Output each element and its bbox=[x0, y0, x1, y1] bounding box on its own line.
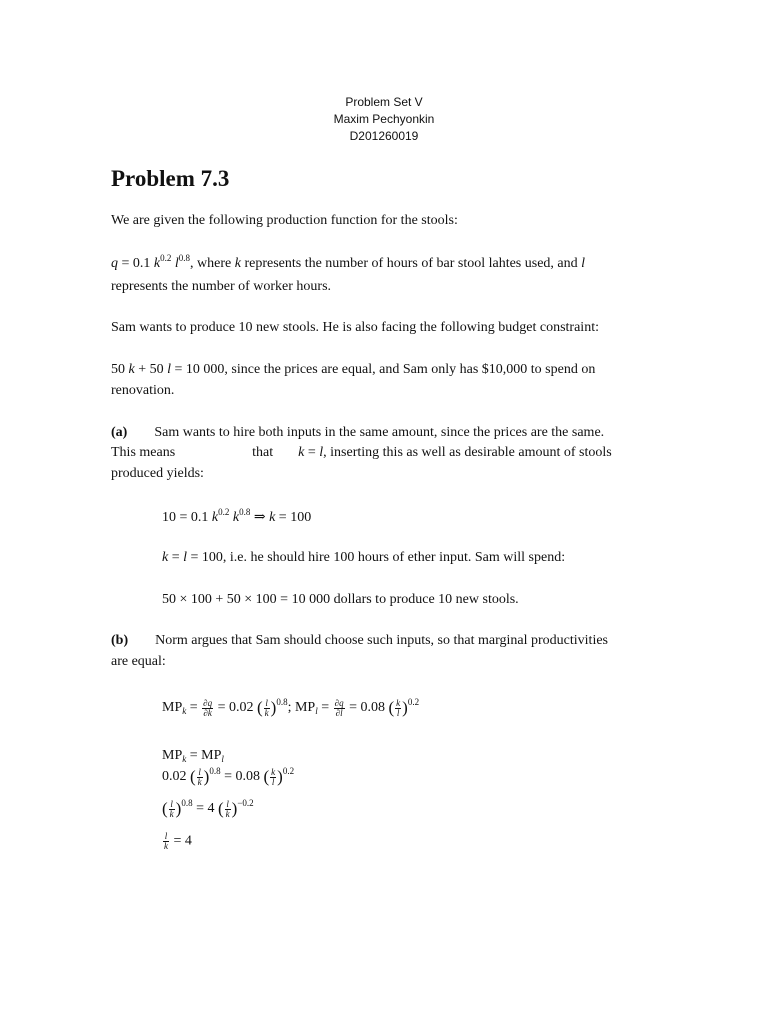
header-line-id: D201260019 bbox=[349, 129, 419, 143]
goal-text: Sam wants to produce 10 new stools. He is also facing the following budget constraint: bbox=[111, 320, 599, 335]
problem-title: Problem 7.3 bbox=[111, 166, 230, 191]
part-a-equation-3: 50 × 100 + 50 × 100 = 10 000 dollars to produce 10 new stools. bbox=[162, 592, 519, 607]
header-line-title: Problem Set V bbox=[345, 95, 423, 109]
part-b-line-2: are equal: bbox=[111, 654, 166, 669]
mp-substituted-line: 0.02 ( $\frac{l}{k}$ )$^{0.8}$ = 0.08 ( $\frac{k}{l}$ )$^{0.2}$ bbox=[162, 766, 295, 787]
mp-equality-line: $MP_k = MP_l$ bbox=[162, 748, 224, 764]
budget-constraint-line: 50 k + 50 l = 10 000, since the prices are equal, and Sam only has $10,000 to spend on bbox=[111, 362, 596, 377]
production-function-line: q = 0.1 $k^{0.2}$ $l^{0.8}$, where k represents the number of hours of bar stool lahtes used, and l bbox=[111, 253, 586, 271]
part-b-line-1: (b) Norm argues that Sam should choose such inputs, so that marginal productivities bbox=[111, 633, 608, 648]
intro-text: We are given the following production function for the stools: bbox=[111, 213, 458, 228]
part-a-line-1: (a) Sam wants to hire both inputs in the same amount, since the prices are the same. bbox=[111, 425, 605, 440]
part-a-line-3: produced yields: bbox=[111, 466, 204, 481]
production-function-line-2: represents the number of worker hours. bbox=[111, 279, 332, 294]
budget-constraint-line-2: renovation. bbox=[111, 383, 175, 398]
header-line-author: Maxim Pechyonkin bbox=[333, 112, 435, 126]
marginal-products-equation: $MP_k$ = $\frac{\partial q}{\partial k}$ = 0.02 ( $\frac{l}{k}$ )$^{0.8}$; $MP_l$ = $\frac{\partial q}{\partial l}$ = 0.08 ( $\frac{k}{l}$ )$^{0.2}$ bbox=[162, 697, 420, 718]
mp-rearranged-line: ( $\frac{l}{k}$ )$^{0.8}$ = 4 ( $\frac{l}{k}$ )$^{-0.2}$ bbox=[162, 798, 254, 819]
part-a-equation-2: k = l = 100, i.e. he should hire 100 hours of ether input. Sam will spend: bbox=[162, 550, 566, 565]
part-a-equation-1: 10 = 0.1 $k^{0.2}$ $k^{0.8}$ ⇒ k = 100 bbox=[162, 507, 312, 525]
ratio-result-line: $\frac{l}{k}$ = 4 bbox=[164, 831, 192, 851]
part-a-line-2: This means that k = l, inserting this as well as desirable amount of stools bbox=[111, 445, 612, 460]
